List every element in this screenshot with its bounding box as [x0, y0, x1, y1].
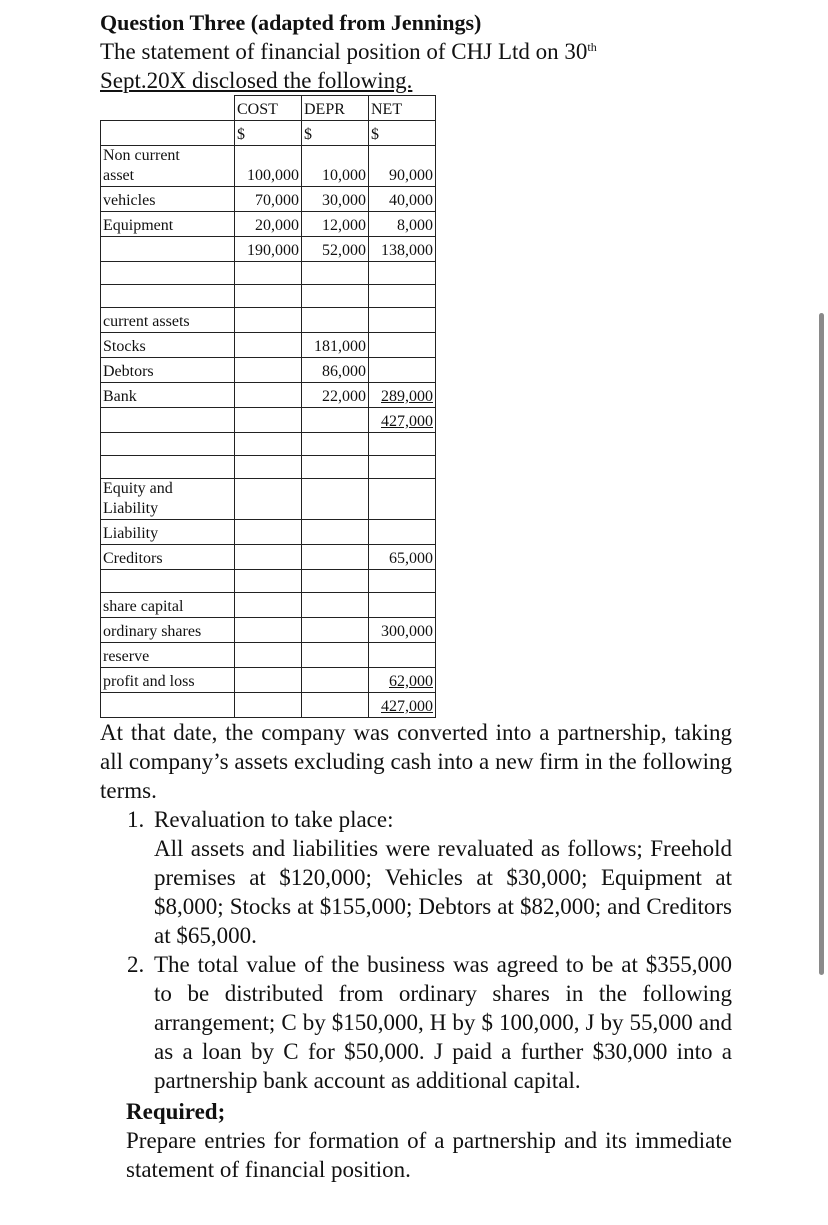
- cell-depr: 30,000: [302, 187, 369, 212]
- question-title: Question Three (adapted from Jennings): [100, 10, 482, 35]
- table-row: [101, 570, 436, 593]
- table-row: [101, 408, 436, 433]
- row-label: Bank: [101, 383, 235, 408]
- row-label: Stocks: [101, 333, 235, 358]
- table-row: [101, 358, 436, 383]
- reserve-label: reserve: [101, 643, 235, 668]
- item1-title: Revaluation to take place:: [154, 807, 394, 832]
- cell-depr: 52,000: [302, 237, 369, 262]
- table-row: [101, 643, 436, 668]
- cell-net: 138,000: [369, 237, 436, 262]
- intro-line1: The statement of financial position of CHJ Ltd on 30: [100, 39, 588, 64]
- table-row: [101, 593, 436, 618]
- currency-depr: $: [302, 121, 369, 146]
- equity-total: 427,000: [369, 693, 436, 718]
- table-row: [101, 212, 436, 237]
- row-label: vehicles: [101, 187, 235, 212]
- table-row: [101, 479, 436, 520]
- cell-net: 8,000: [369, 212, 436, 237]
- financial-position-table: [100, 95, 436, 718]
- non-current-label-a: Non current: [103, 147, 180, 164]
- table-row: [101, 383, 436, 408]
- cell-depr: 10,000: [302, 146, 369, 187]
- profit-loss-value: 62,000: [369, 668, 436, 693]
- table-row: [101, 146, 436, 187]
- cell-cost: 20,000: [235, 212, 302, 237]
- creditors-value: 65,000: [369, 545, 436, 570]
- table-row: [101, 456, 436, 479]
- cell-cost: 190,000: [235, 237, 302, 262]
- header-depr: DEPR: [302, 96, 369, 121]
- intro-sup: th: [587, 40, 597, 54]
- table-row: [101, 285, 436, 308]
- ordinary-shares-value: 300,000: [369, 618, 436, 643]
- list-item: [150, 950, 732, 1095]
- cell-depr: 181,000: [302, 333, 369, 358]
- intro-text: [100, 37, 732, 95]
- equity-label-b: Liability: [103, 500, 159, 517]
- table-row: [101, 433, 436, 456]
- cell-depr: 22,000: [302, 383, 369, 408]
- cell-cost: 100,000: [235, 146, 302, 187]
- header-row: [101, 96, 436, 121]
- table-row: [101, 333, 436, 358]
- cell-net: 40,000: [369, 187, 436, 212]
- table-row: [101, 693, 436, 718]
- header-cost: COST: [235, 96, 302, 121]
- cell-depr: 12,000: [302, 212, 369, 237]
- cell-cost: 70,000: [235, 187, 302, 212]
- currency-net: $: [369, 121, 436, 146]
- ordinary-shares-label: ordinary shares: [101, 618, 235, 643]
- conversion-paragraph: At that date, the company was converted into a partnership, taking all company’s assets excluding cash into a new firm in the following terms.: [100, 720, 732, 803]
- row-label: Equipment: [101, 212, 235, 237]
- table-row: [101, 308, 436, 333]
- required-text: Prepare entries for formation of a partnership and its immediate statement of financial position.: [126, 1128, 732, 1182]
- share-capital-label: share capital: [101, 593, 235, 618]
- item1-text: All assets and liabilities were revaluated as follows; Freehold premises at $120,000; Vehicles at $30,000; Equipment at $8,000; Stocks at $155,000; Debtors at $82,000; and Creditors at $65,000.: [154, 836, 732, 948]
- table-row: [101, 545, 436, 570]
- current-assets-label: current assets: [101, 308, 235, 333]
- table-row: [101, 668, 436, 693]
- required-section: [126, 1097, 732, 1184]
- currency-row: [101, 121, 436, 146]
- current-total: 427,000: [369, 408, 436, 433]
- cell-net: 90,000: [369, 146, 436, 187]
- table-row: [101, 262, 436, 285]
- cell-depr: 86,000: [302, 358, 369, 383]
- terms-list: [100, 805, 732, 1095]
- non-current-label-b: asset: [103, 167, 135, 184]
- table-row: [101, 237, 436, 262]
- liability-label: Liability: [101, 520, 235, 545]
- currency-cost: $: [235, 121, 302, 146]
- scrollbar[interactable]: [819, 313, 824, 975]
- equity-label-a: Equity and: [103, 480, 173, 497]
- required-label: Required;: [126, 1099, 226, 1124]
- intro-line2: Sept.20X disclosed the following.: [100, 68, 413, 93]
- creditors-label: Creditors: [101, 545, 235, 570]
- table-row: [101, 520, 436, 545]
- table-row: [101, 618, 436, 643]
- header-net: NET: [369, 96, 436, 121]
- document: [100, 0, 732, 1184]
- item2-text: The total value of the business was agreed to be at $355,000 to be distributed from ordinary shares in the following arrangement; C by $150,000, H by $ 100,000, J by 55,000 and as a loan by C for $50,000. J paid a further $30,000 into a partnership bank account as additional capital.: [154, 952, 732, 1093]
- profit-loss-label: profit and loss: [101, 668, 235, 693]
- cell-net: 289,000: [369, 383, 436, 408]
- table-row: [101, 187, 436, 212]
- list-item: [150, 805, 732, 950]
- row-label: Debtors: [101, 358, 235, 383]
